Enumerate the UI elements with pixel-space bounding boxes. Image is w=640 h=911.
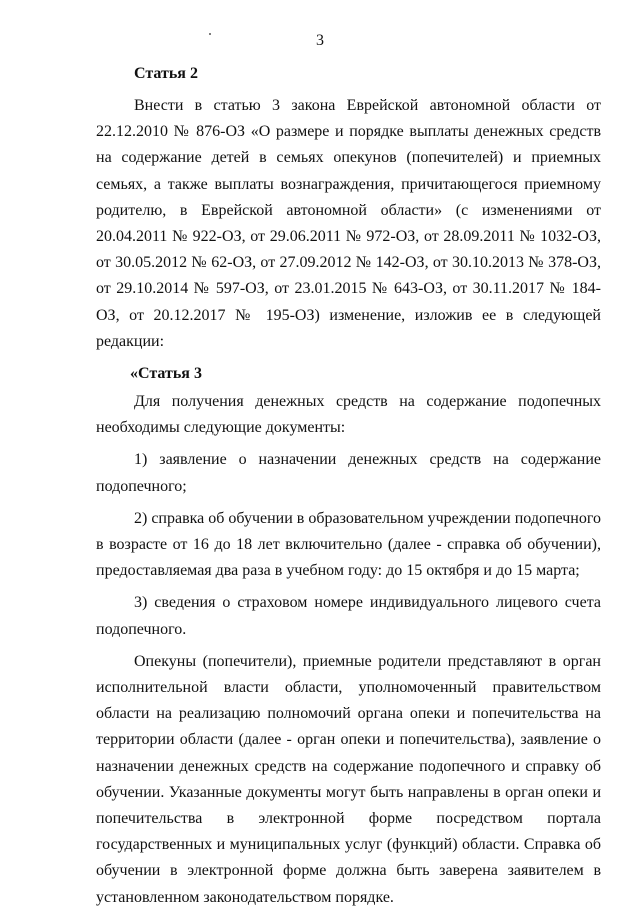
article-3-item-1: 1) заявление о назначении денежных средств на содержание подопечного; [96, 451, 601, 495]
article-3-closing: Опекуны (попечители), приемные родители представляют в орган исполнительной власти области, уполномоченный правительством области на реализацию полномочий органа опеки и попечительства на территории области (далее - орган опеки и попечительства), заявление о назначении денежных средств на содержание подопечного и справку об обучении. Указанные документы могут быть направлены в орган опеки и попечительства в электронной форме посредством портала государственных и муниципальных услуг (функций) области. Справка об обучении в электронной форме должна быть заверена заявителем в установленном законодательством порядке. [96, 652, 601, 906]
article-3-item-2: 2) справка об обучении в образовательном учреждении подопечного в возрасте от 16 до 18 лет включительно (далее - справка об обучении), предоставляемая два раза в учебном году: до 15 октября и до 15 марта; [96, 509, 602, 580]
article-3-intro: Для получения денежных средств на содержание подопечных необходимы следующие документы: [96, 393, 601, 437]
article-3-heading: «Статья 3 [130, 365, 202, 383]
article-3-item-3: 3) сведения о страховом номере индивидуального лицевого счета подопечного. [96, 594, 601, 638]
article-2-text: Внести в статью 3 закона Еврейской автономной области от 22.12.2010 № 876-ОЗ «О размере и порядке выплаты денежных средств на содержание детей в семьях опекунов (попечителей) и приемных семьях, а также выплаты вознаграждения, причитающегося приемному родителю, в Еврейской автономной области» (с изменениями от 20.04.2011 № 922-ОЗ, от 29.06.2011 № 972-ОЗ, от 28.09.2011 № 1032-ОЗ, от 30.05.2012 № 62-ОЗ, от 27.09.2012 № 142-ОЗ, от 30.10.2013 № 378-ОЗ, от 29.10.2014 № 597-ОЗ, от 23.01.2015 № 643-ОЗ, от 30.11.2017 № 184-ОЗ, от 20.12.2017 № 195-ОЗ) изменение, изложив ее в следующей редакции: [96, 97, 601, 350]
document-body [96, 61, 601, 911]
page-number: 3 [316, 32, 324, 49]
article-2-heading: Статья 2 [134, 65, 198, 82]
